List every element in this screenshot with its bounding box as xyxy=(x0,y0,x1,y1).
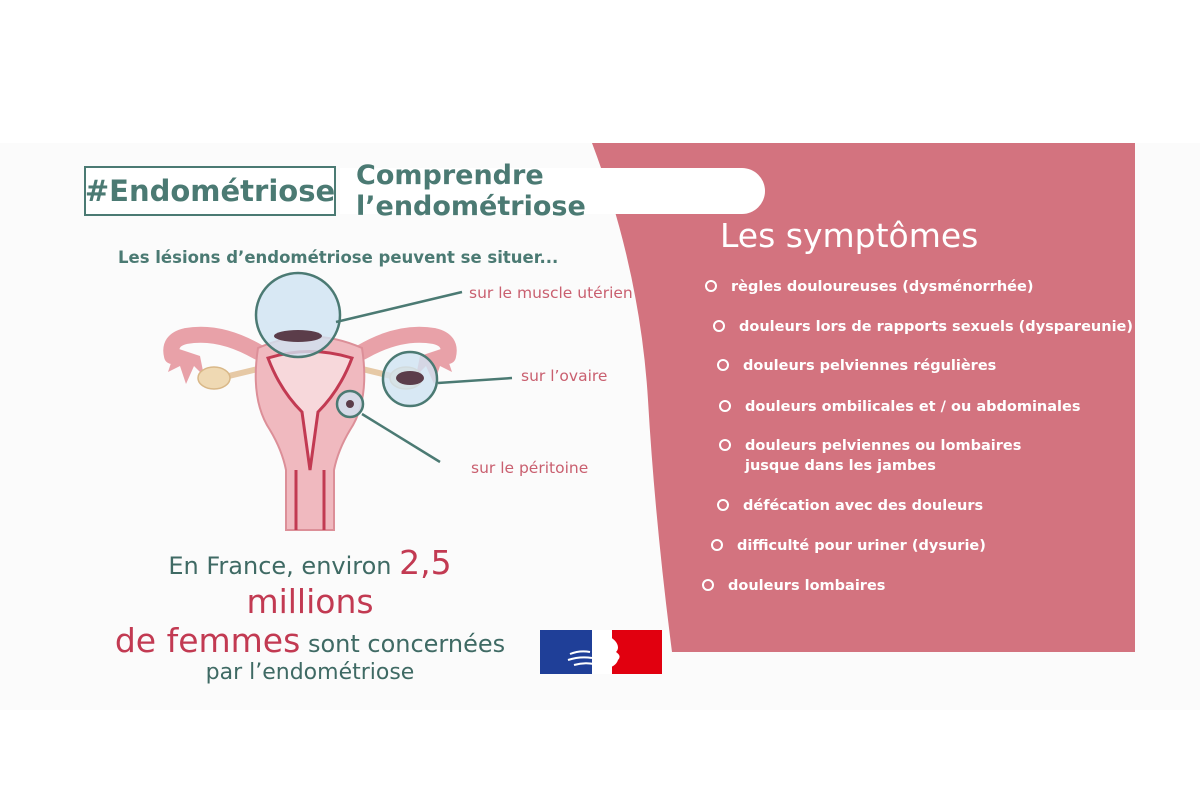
symptom-item: douleurs lombaires xyxy=(702,576,885,596)
symptom-item: douleurs ombilicales et / ou abdominales xyxy=(719,397,1080,417)
hashtag-text: #Endométriose xyxy=(84,174,336,208)
stat-line2-emph: de femmes xyxy=(114,621,301,660)
stat-line2-suffix: sont concernées xyxy=(300,630,506,658)
symptom-line: jusque dans les jambes xyxy=(745,458,936,474)
symptom-item: douleurs pelviennes régulières xyxy=(717,356,996,376)
marianne-logo-icon xyxy=(540,630,662,674)
site-label-peritoine: sur le péritoine xyxy=(471,459,589,477)
circle-bullet-icon xyxy=(717,499,729,511)
circle-bullet-icon xyxy=(717,359,729,371)
circle-bullet-icon xyxy=(713,320,725,332)
circle-bullet-icon xyxy=(719,439,731,451)
circle-bullet-icon xyxy=(719,400,731,412)
symptom-item xyxy=(719,436,1021,476)
lesions-heading: Les lésions d’endométriose peuvent se situer... xyxy=(118,248,559,267)
symptom-item: défécation avec des douleurs xyxy=(717,496,983,516)
symptom-line: douleurs pelviennes ou lombaires xyxy=(745,438,1022,454)
symptom-item: règles douloureuses (dysménorrhée) xyxy=(705,277,1033,297)
stat-line1-emph: 2,5 millions xyxy=(246,543,452,621)
symptoms-title: Les symptômes xyxy=(720,216,979,255)
circle-bullet-icon xyxy=(702,579,714,591)
symptom-item: douleurs lors de rapports sexuels (dyspareunie) xyxy=(713,317,1133,337)
stat-line3: par l’endométriose xyxy=(205,660,415,685)
circle-bullet-icon xyxy=(705,280,717,292)
statistic-text xyxy=(100,543,520,685)
symptom-item: difficulté pour uriner (dysurie) xyxy=(711,536,986,556)
site-label-ovaire: sur l’ovaire xyxy=(521,367,608,385)
page-title-text: Comprendre l’endométriose xyxy=(356,160,586,222)
circle-bullet-icon xyxy=(711,539,723,551)
stat-line1-prefix: En France, environ xyxy=(168,552,400,580)
site-label-muscle: sur le muscle utérien xyxy=(469,284,633,302)
